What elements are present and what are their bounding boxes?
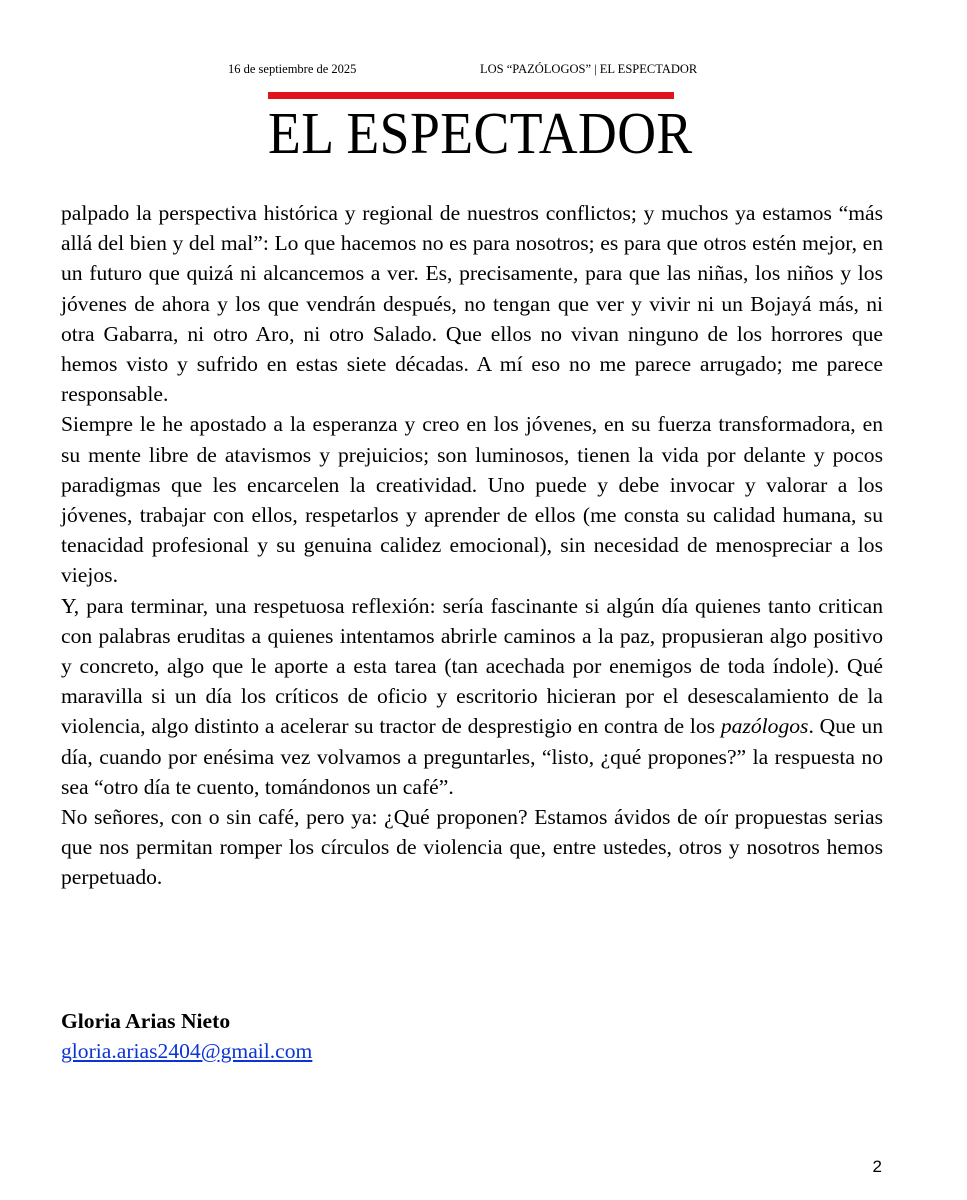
author-name: Gloria Arias Nieto (61, 1009, 231, 1033)
paragraph-3-text-end: . Que un día, cuando por enésima vez volvamos a preguntarles, “listo, ¿qué propones?” la respuesta no sea “otro día te cuento, tomándonos un café”. (61, 714, 883, 799)
signature-block (61, 1006, 312, 1066)
article-paragraph-2: Siempre le he apostado a la esperanza y creo en los jóvenes, en su fuerza transformadora, en su mente libre de atavismos y prejuicios; son luminosos, tienen la vida por delante y pocos paradigmas que les encarcelen la creatividad. Uno puede y debe invocar y valorar a los jóvenes, trabajar con ellos, respetarlos y aprender de ellos (me consta su calidad humana, su tenacidad profesional y su genuina calidez emocional), sin necesidad de menospreciar a los viejos. (61, 412, 883, 588)
article-paragraph-3 (61, 591, 883, 802)
article-body (61, 198, 883, 893)
paragraph-3-text-start: Y, para terminar, una respetuosa reflexión: sería fascinante si algún día quienes tanto critican con palabras eruditas a quienes intentamos abrirle caminos a la paz, propusieran algo positivo y concreto, algo que le aporte a esta tarea (tan acechada por enemigos de toda índole). Qué maravilla si un día los críticos de oficio y escritorio hicieran por el desescalamiento de la violencia, algo distinto a acelerar su tractor de desprestigio en contra de los (61, 593, 883, 739)
page-number: 2 (872, 1157, 882, 1176)
header-date: 16 de septiembre de 2025 (228, 62, 357, 76)
header-running-title: LOS “PAZÓLOGOS” | EL ESPECTADOR (480, 62, 698, 76)
italic-term-pazologos: pazólogos (720, 714, 809, 739)
article-paragraph-1: palpado la perspectiva histórica y regional de nuestros conflictos; y muchos ya estamos “más allá del bien y del mal”: Lo que hacemos no es para nosotros; es para que otros estén mejor, en un futuro que quizá ni alcancemos a ver. Es, precisamente, para que las niñas, los niños y los jóvenes de ahora y los que vendrán después, no tengan que ver y vivir ni un Bojayá más, ni otra Gabarra, ni otro Aro, ni otro Salado. Que ellos no vivan ninguno de los horrores que hemos visto y sufrido en estas siete décadas. A mí eso no me parece arrugado; me parece responsable. (61, 201, 883, 407)
masthead-logo: EL ESPECTADOR (268, 100, 693, 166)
masthead (268, 92, 693, 166)
author-email-link[interactable]: gloria.arias2404@gmail.com (61, 1039, 313, 1063)
masthead-red-bar (268, 92, 674, 99)
article-paragraph-4: No señores, con o sin café, pero ya: ¿Qué proponen? Estamos ávidos de oír propuestas serias que nos permitan romper los círculos de violencia que, entre ustedes, otros y nosotros hemos perpetuado. (61, 805, 883, 890)
